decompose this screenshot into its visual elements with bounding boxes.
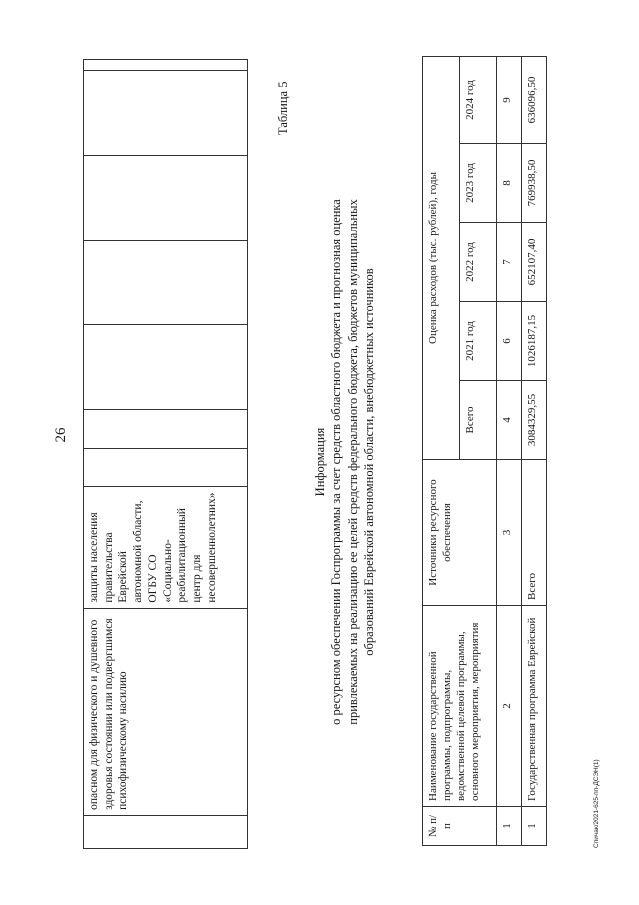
- col-number: 2: [497, 606, 522, 807]
- col-number: 8: [497, 144, 522, 223]
- table-heading: [312, 172, 377, 752]
- continuation-table: [83, 59, 248, 849]
- document-stamp: Спичак/2021-625-пп-ДСЭН(1): [593, 759, 600, 848]
- row-2022: 652107,40: [522, 223, 547, 302]
- row-total: 3084329,55: [522, 381, 547, 460]
- header-total: Всего: [460, 381, 497, 460]
- activity-description: опасном для физического и душевного здоровья состоянии или подвергшимся психофизическому насилию: [84, 608, 248, 815]
- executor-cell: защиты населения правительства Еврейской автономной области, ОГБУ СО «Социально-реабилитационный центр для несовершеннолетних»: [84, 487, 248, 608]
- table-number: Таблица 5: [276, 81, 290, 135]
- header-source: Источники ресурсного обеспечения: [423, 460, 497, 606]
- header-2021: 2021 год: [460, 302, 497, 381]
- row-2024: 636096,50: [522, 57, 547, 144]
- row-name: Государственная программа Еврейской: [522, 606, 547, 807]
- row-source: Всего: [522, 460, 547, 606]
- col-number: 4: [497, 381, 522, 460]
- col-number: 9: [497, 57, 522, 144]
- row-num: 1: [522, 807, 547, 846]
- page-number: 26: [53, 427, 69, 443]
- header-2023: 2023 год: [460, 144, 497, 223]
- col-number: 3: [497, 460, 522, 606]
- header-name: Наименование государственной программы, подпрограммы, ведомственной целевой программы, основного мероприятия, мероприятия: [423, 606, 497, 807]
- col-number: 7: [497, 223, 522, 302]
- header-2024: 2024 год: [460, 57, 497, 144]
- row-2023: 769938,50: [522, 144, 547, 223]
- col-number: 6: [497, 302, 522, 381]
- resource-table: [422, 56, 547, 846]
- header-num: № п/п: [423, 807, 497, 846]
- heading-title: Информация: [313, 427, 327, 497]
- heading-body: о ресурсном обеспечении Госпрограммы за счет средств областного бюджета и прогнозная оценка привлекаемых на реализацию ее целей средств федерального бюджета, бюджетов муниципальных образований Еврейской автономной области, внебюджетных источников: [329, 199, 376, 725]
- header-2022: 2022 год: [460, 223, 497, 302]
- header-estimate: Оценка расходов (тыс. рублей), годы: [423, 57, 460, 460]
- row-2021: 1026187,15: [522, 302, 547, 381]
- col-number: 1: [497, 807, 522, 846]
